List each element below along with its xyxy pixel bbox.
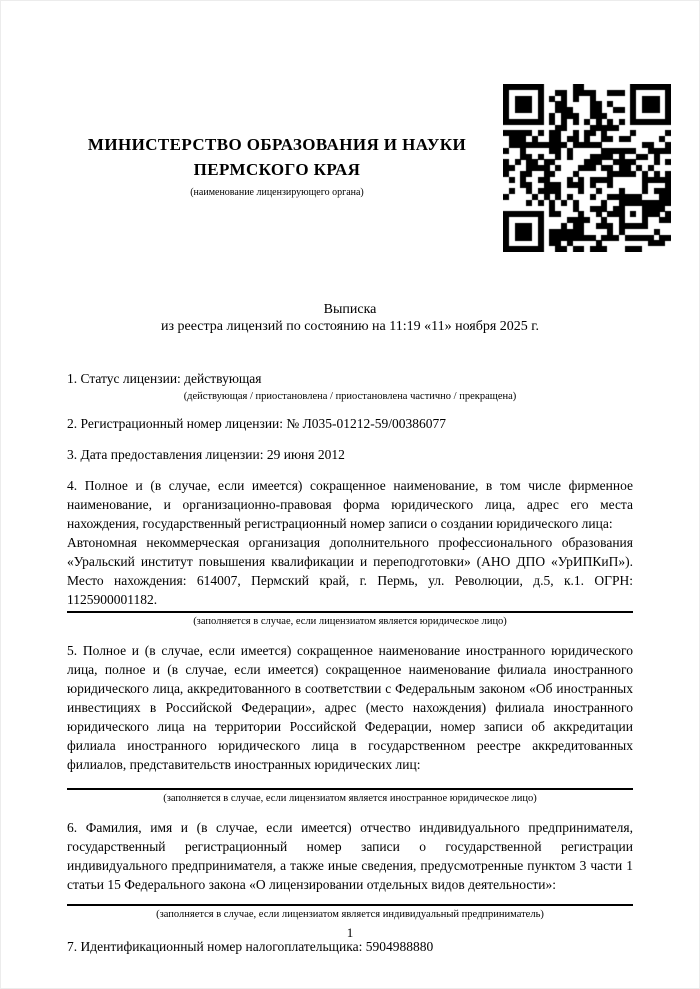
item-4-fill-line [67, 611, 633, 613]
item-5-fill-line [67, 788, 633, 790]
item-6-caption: (заполняется в случае, если лицензиатом является индивидуальный предприниматель) [156, 909, 544, 920]
ministry-name-caption: (наименование лицензирующего органа) [190, 187, 364, 198]
item-6-fill-line [67, 904, 633, 906]
item-4-caption: (заполняется в случае, если лицензиатом является юридическое лицо) [193, 616, 507, 627]
document-title-line1: Выписка [323, 302, 377, 317]
item-5-caption: (заполняется в случае, если лицензиатом является иностранное юридическое лицо) [163, 793, 537, 804]
ministry-name-line1: МИНИСТЕРСТВО ОБРАЗОВАНИЯ И НАУКИ [87, 135, 467, 154]
document-title [67, 301, 633, 335]
item-6-entrepreneur-label: 6. Фамилия, имя и (в случае, если имеется) отчество индивидуального предпринимателя, государственный регистрационный номер записи о государственной регистрации индивидуального предпринимателя, а также иные сведения, предусмотренные пунктом 3 части 1 статьи 15 Федерального закона «О лицензировании отдельных видов деятельности»: [67, 820, 633, 892]
item-1-license-status: 1. Статус лицензии: действующая [67, 371, 262, 386]
document-title-line2: из реестра лицензий по состоянию на 11:19 «11» ноября 2025 г. [161, 319, 539, 334]
item-4-legal-entity-value: Автономная некоммерческая организация дополнительного профессионального образования «Уральский институт повышения квалификации и переподготовки» (АНО ДПО «УрИПКиП»). Место нахождения: 614007, Пермский край, г. Пермь, ул. Революции, д.5, к.1. ОГРН: 1125900001182. [67, 535, 633, 607]
qr-code-icon [503, 84, 671, 252]
ministry-name-line2: ПЕРМСКОГО КРАЯ [193, 160, 361, 179]
item-7-taxpayer-number: 7. Идентификационный номер налогоплательщика: 5904988880 [67, 939, 434, 954]
item-1-caption: (действующая / приостановлена / приостановлена частично / прекращена) [183, 391, 517, 402]
page-number: 1 [346, 925, 354, 940]
document-body [67, 301, 633, 956]
item-3-license-grant-date: 3. Дата предоставления лицензии: 29 июня 2012 [67, 447, 345, 462]
item-5-foreign-entity-label: 5. Полное и (в случае, если имеется) сокращенное наименование иностранного юридического лица, полное и (в случае, если имеется) сокращенное наименование филиала иностранного юридического лица, аккредитованного в соответствии с Федеральным законом «Об иностранных инвестициях в Российской Федерации», адрес (место нахождения) филиала иностранного юридического лица на территории Российской Федерации, номер записи об аккредитации филиала иностранного юридического лица в государственном реестре аккредитованных филиалов, представительств иностранных юридических лиц: [67, 643, 633, 772]
item-2-registration-number: 2. Регистрационный номер лицензии: № Л035-01212-59/00386077 [67, 416, 447, 431]
item-4-legal-entity-label: 4. Полное и (в случае, если имеется) сокращенное наименование, в том числе фирменное наименование, и организационно-правовая форма юридического лица, адрес его места нахождения, государственный регистрационный номер записи о создании юридического лица: [67, 478, 633, 531]
licensing-authority-header [57, 132, 497, 199]
